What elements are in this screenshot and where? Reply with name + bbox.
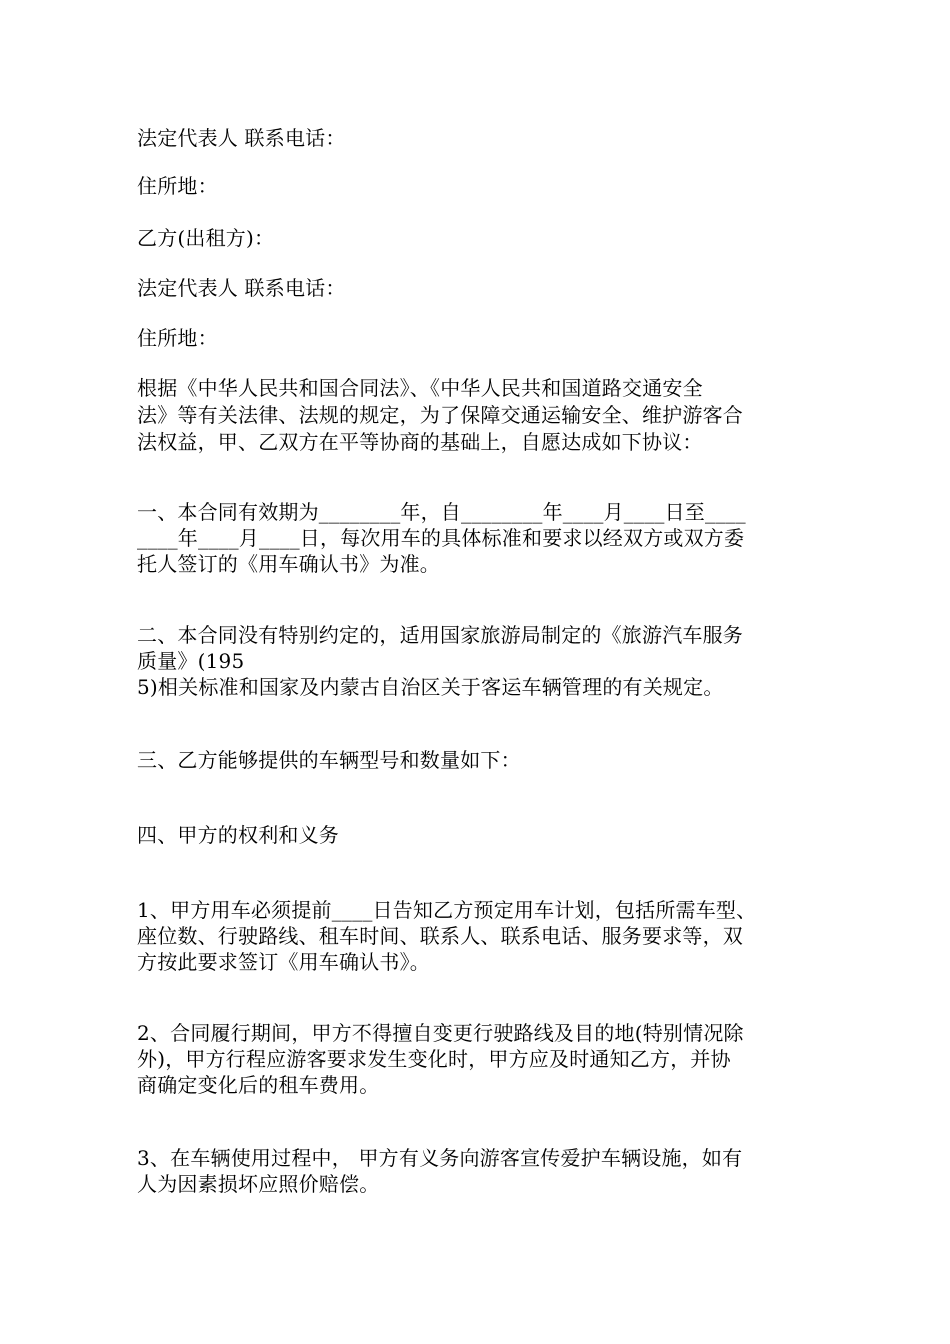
party-b-lessor-line: 乙方(出租方)： (137, 226, 275, 250)
item-1-line-2: 座位数、行驶路线、租车时间、联系人、联系电话、服务要求等，双 (137, 924, 743, 948)
clause-1-line-3: 托人签订的《用车确认书》为准。 (137, 552, 440, 576)
legal-rep-phone-line-1: 法定代表人 联系电话： (137, 126, 346, 150)
item-1-line-3: 方按此要求签订《用车确认书》。 (137, 950, 430, 974)
item-2-line-3: 商确定变化后的租车费用。 (137, 1073, 380, 1097)
preamble-line-3: 法权益，甲、乙双方在平等协商的基础上，自愿达成如下协议： (137, 430, 703, 454)
preamble-line-1: 根据《中华人民共和国合同法》、《中华人民共和国道路交通安全 (137, 376, 703, 400)
item-3-line-1: 3、在车辆使用过程中， 甲方有义务向游客宣传爱护车辆设施，如有 (137, 1146, 743, 1170)
address-line-2: 住所地： (137, 326, 218, 350)
clause-2-line-1: 二、本合同没有特别约定的，适用国家旅游局制定的《旅游汽车服务 (137, 623, 743, 647)
clause-2-line-3: 5)相关标准和国家及内蒙古自治区关于客运车辆管理的有关规定。 (137, 675, 724, 699)
clause-4-heading: 四、甲方的权利和义务 (137, 823, 339, 847)
item-2-line-1: 2、合同履行期间，甲方不得擅自变更行驶路线及目的地(特别情况除 (137, 1021, 744, 1045)
item-3-line-2: 人为因素损坏应照价赔偿。 (137, 1172, 380, 1196)
item-2-line-2: 外)，甲方行程应游客要求发生变化时，甲方应及时通知乙方，并协 (137, 1047, 731, 1071)
legal-rep-phone-line-2: 法定代表人 联系电话： (137, 276, 346, 300)
clause-1-line-1: 一、本合同有效期为________年，自________年____月____日至____ (137, 500, 746, 524)
clause-2-line-2: 质量》(195 (137, 649, 245, 673)
clause-1-line-2: ____年____月____日，每次用车的具体标准和要求以经双方或双方委 (137, 526, 745, 550)
address-line-1: 住所地： (137, 174, 218, 198)
preamble-line-2: 法》等有关法律、法规的规定，为了保障交通运输安全、维护游客合 (137, 403, 743, 427)
clause-3-heading: 三、乙方能够提供的车辆型号和数量如下： (137, 748, 521, 772)
item-1-line-1: 1、甲方用车必须提前____日告知乙方预定用车计划，包括所需车型、 (137, 898, 757, 922)
